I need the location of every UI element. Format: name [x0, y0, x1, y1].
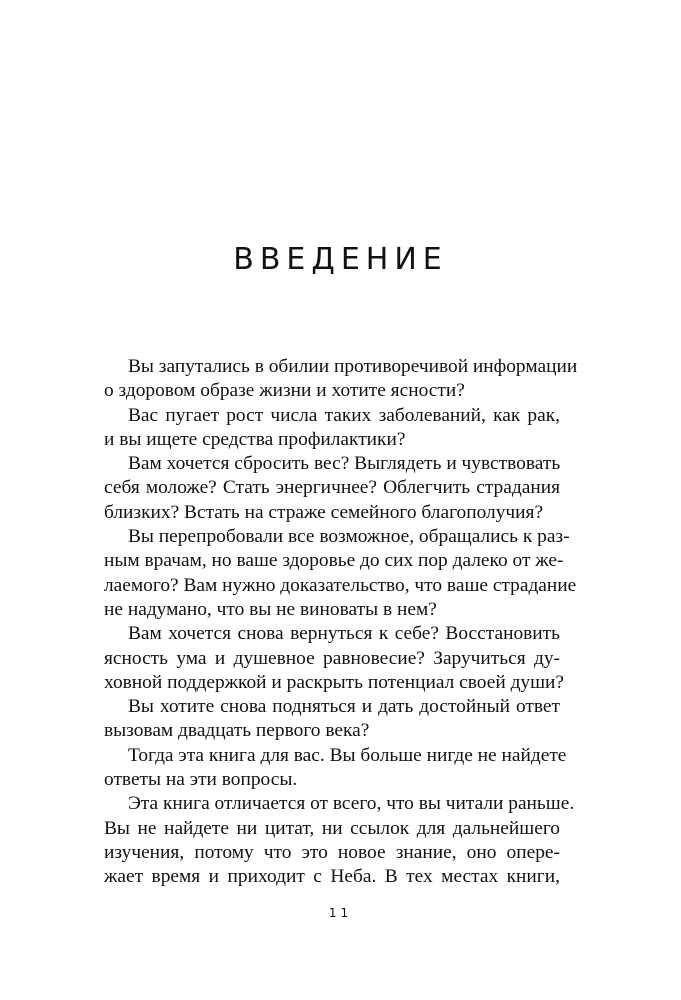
text-line: Вас пугает рост числа таких заболеваний, как рак, [128, 404, 560, 426]
text-line: себя моложе? Стать энергичнее? Облегчить страдания [104, 477, 560, 499]
text-line: изучения, потому что это новое знание, оно опере- [104, 841, 560, 863]
text-line: о здоровом образе жизни и хотите ясности? [104, 380, 465, 402]
text-line: ясность ума и душевное равновесие? Заручиться ду- [104, 647, 560, 669]
text-line: лаемого? Вам нужно доказательство, что ваше страдание [104, 574, 577, 596]
body-text [104, 355, 578, 890]
text-line: жает время и приходит с Неба. В тех местах книги, [104, 866, 560, 888]
text-line: Вам хочется сбросить вес? Выглядеть и чувствовать [128, 453, 561, 475]
text-line: вызовам двадцать первого века? [104, 720, 370, 742]
text-line: Вам хочется снова вернуться к себе? Восстановить [128, 623, 560, 645]
text-line: и вы ищете средства профилактики? [104, 428, 406, 450]
text-line: ховной поддержкой и раскрыть потенциал своей души? [104, 671, 565, 693]
text-line: не надумано, что вы не виноваты в нем? [104, 598, 437, 620]
page-number: 11 [328, 906, 353, 920]
text-line: Эта книга отличается от всего, что вы читали раньше. [128, 793, 575, 815]
chapter-heading: ВВЕДЕНИЕ [233, 242, 448, 277]
text-line: ным врачам, но ваше здоровье до сих пор далеко от же- [104, 550, 564, 572]
text-line: ответы на эти вопросы. [104, 769, 298, 791]
text-line: Вы запутались в обилии противоречивой информации [128, 356, 578, 377]
text-line: Вы перепробовали все возможное, обращались к раз- [128, 526, 570, 548]
text-line: Тогда эта книга для вас. Вы больше нигде не найдете [128, 744, 567, 766]
text-line: Вы не найдете ни цитат, ни ссылок для дальнейшего [104, 817, 560, 839]
text-line: Вы хотите снова подняться и дать достойный ответ [128, 696, 560, 718]
text-line: близких? Встать на страже семейного благополучия? [104, 501, 544, 523]
